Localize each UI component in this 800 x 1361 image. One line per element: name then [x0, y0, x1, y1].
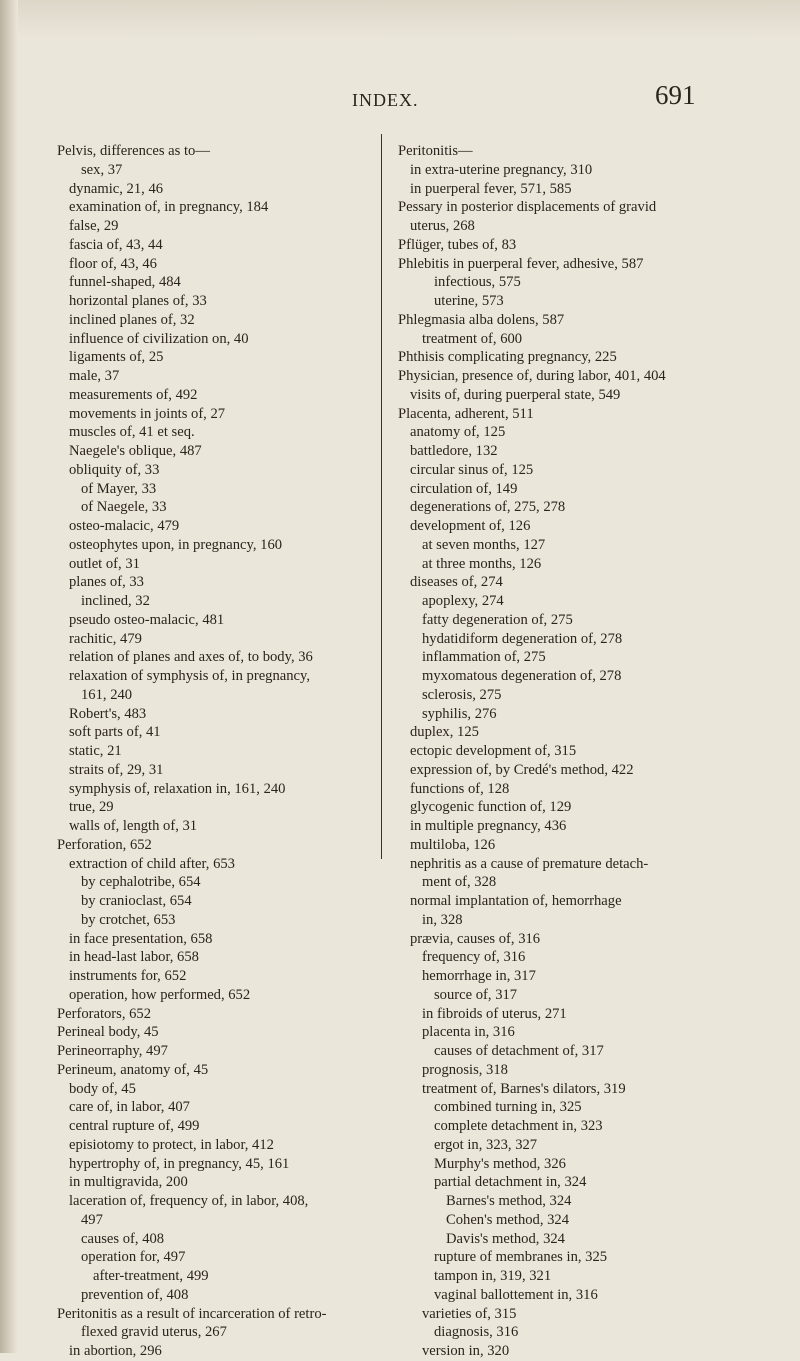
index-entry: source of, 317: [434, 986, 518, 1003]
index-entry: influence of civilization on, 40: [69, 330, 249, 347]
index-entry: Peritonitis—: [398, 143, 473, 159]
index-entry: development of, 126: [410, 518, 531, 534]
index-entry: false, 29: [69, 218, 119, 234]
index-entry: body of, 45: [69, 1080, 136, 1097]
index-entry: Phlegmasia alba dolens, 587: [398, 311, 565, 328]
index-entry: relaxation of symphysis of, in pregnancy,: [69, 668, 311, 684]
index-entry: central rupture of, 499: [69, 1118, 200, 1134]
index-entry: ment of, 328: [422, 874, 497, 891]
index-entry: dynamic, 21, 46: [69, 180, 164, 197]
index-entry: 497: [81, 1211, 103, 1228]
index-entry: straits of, 29, 31: [69, 761, 164, 778]
index-entry: normal implantation of, hemorrhage: [410, 893, 622, 909]
index-entry: Pflüger, tubes of, 83: [398, 236, 517, 253]
index-entry: glycogenic function of, 129: [410, 799, 572, 816]
index-entry: after-treatment, 499: [93, 1268, 209, 1284]
index-entry: at three months, 126: [422, 555, 542, 572]
index-entry: Placenta, adherent, 511: [398, 405, 534, 422]
index-entry: Cohen's method, 324: [446, 1211, 570, 1228]
index-entry: operation, how performed, 652: [69, 986, 251, 1003]
index-column-left: [57, 142, 372, 1361]
index-entry: degenerations of, 275, 278: [410, 499, 566, 516]
index-entry: Peritonitis as a result of incarceration of retro-: [57, 1305, 327, 1322]
index-entry: treatment of, Barnes's dilators, 319: [422, 1080, 626, 1097]
index-entry: uterine, 573: [434, 293, 504, 309]
index-entry: fascia of, 43, 44: [69, 236, 163, 253]
index-entry: horizontal planes of, 33: [69, 293, 207, 309]
index-entry: instruments for, 652: [69, 968, 187, 984]
index-entry: examination of, in pregnancy, 184: [69, 199, 269, 216]
index-entry: apoplexy, 274: [422, 593, 504, 609]
index-entry: hydatidiform degeneration of, 278: [422, 630, 623, 647]
index-entry: walls of, length of, 31: [69, 818, 198, 834]
index-entry: by cephalotribe, 654: [81, 874, 201, 891]
index-entry: duplex, 125: [410, 724, 479, 741]
index-entry: in head-last labor, 658: [69, 949, 199, 966]
column-divider: [381, 134, 382, 859]
index-entry: symphysis of, relaxation in, 161, 240: [69, 780, 286, 797]
index-entry: placenta in, 316: [422, 1024, 515, 1041]
index-entry: pseudo osteo-malacic, 481: [69, 611, 225, 628]
page-gutter-shadow: [0, 0, 18, 1353]
index-entry: in, 328: [422, 911, 463, 928]
index-entry: causes of detachment of, 317: [434, 1043, 604, 1059]
index-entry: multiloba, 126: [410, 836, 496, 853]
index-entry: Perineorraphy, 497: [57, 1043, 168, 1059]
index-entry: planes of, 33: [69, 574, 144, 591]
index-entry: care of, in labor, 407: [69, 1099, 190, 1116]
index-entry: Pelvis, differences as to—: [57, 143, 210, 159]
index-entry: by crotchet, 653: [81, 911, 176, 928]
index-entry: causes of, 408: [81, 1230, 165, 1247]
index-entry: prevention of, 408: [81, 1286, 189, 1303]
index-entry: prævia, causes of, 316: [410, 930, 541, 947]
index-entry: male, 37: [69, 368, 120, 384]
index-entry: ergot in, 323, 327: [434, 1136, 538, 1153]
index-entry: syphilis, 276: [422, 705, 497, 722]
index-entry: measurements of, 492: [69, 386, 198, 403]
index-entry: expression of, by Credé's method, 422: [410, 761, 634, 778]
index-entry: in face presentation, 658: [69, 930, 213, 947]
index-entry: Naegele's oblique, 487: [69, 443, 202, 459]
page-number: 691: [655, 80, 696, 110]
index-entry: 161, 240: [81, 686, 133, 703]
index-entry: floor of, 43, 46: [69, 255, 157, 272]
index-entry: episiotomy to protect, in labor, 412: [69, 1136, 274, 1153]
index-entry: circular sinus of, 125: [410, 461, 534, 478]
index-entry: in puerperal fever, 571, 585: [410, 180, 572, 197]
index-entry: version in, 320: [422, 1343, 510, 1359]
index-entry: battledore, 132: [410, 443, 498, 459]
index-entry: Murphy's method, 326: [434, 1155, 566, 1172]
index-entry: prognosis, 318: [422, 1061, 508, 1078]
index-entry: muscles of, 41 et seq.: [69, 424, 195, 441]
index-entry: rupture of membranes in, 325: [434, 1249, 608, 1266]
index-entry: myxomatous degeneration of, 278: [422, 668, 622, 684]
index-entry: Perforation, 652: [57, 836, 152, 853]
index-entry: in fibroids of uterus, 271: [422, 1005, 567, 1022]
index-entry: ectopic development of, 315: [410, 743, 577, 759]
index-entry: uterus, 268: [410, 218, 475, 234]
index-entry: obliquity of, 33: [69, 461, 160, 478]
index-entry: treatment of, 600: [422, 330, 523, 347]
page-header: [0, 80, 800, 120]
index-entry: funnel-shaped, 484: [69, 274, 181, 291]
index-entry: Perforators, 652: [57, 1005, 152, 1022]
index-column-right: [398, 142, 728, 1361]
index-entry: by cranioclast, 654: [81, 893, 192, 909]
index-entry: operation for, 497: [81, 1249, 186, 1266]
index-entry: diseases of, 274: [410, 574, 503, 591]
index-entry: soft parts of, 41: [69, 724, 161, 741]
index-entry: tampon in, 319, 321: [434, 1268, 552, 1284]
index-entry: diagnosis, 316: [434, 1324, 519, 1341]
index-entry: inflammation of, 275: [422, 649, 546, 666]
index-entry: laceration of, frequency of, in labor, 408,: [69, 1193, 309, 1209]
index-entry: infectious, 575: [434, 274, 521, 291]
index-entry: partial detachment in, 324: [434, 1174, 587, 1191]
index-entry: hypertrophy of, in pregnancy, 45, 161: [69, 1155, 290, 1172]
index-entry: Davis's method, 324: [446, 1230, 565, 1247]
index-entry: Physician, presence of, during labor, 401, 404: [398, 368, 666, 384]
index-entry: in abortion, 296: [69, 1343, 162, 1359]
running-head: INDEX.: [352, 90, 419, 110]
index-entry: of Mayer, 33: [81, 480, 157, 497]
index-entry: hemorrhage in, 317: [422, 968, 536, 984]
index-entry: vaginal ballottement in, 316: [434, 1286, 598, 1303]
index-entry: frequency of, 316: [422, 949, 526, 966]
index-entry: Perineal body, 45: [57, 1024, 159, 1041]
index-entry: flexed gravid uterus, 267: [81, 1324, 227, 1341]
index-entry: ligaments of, 25: [69, 349, 164, 366]
index-entry: anatomy of, 125: [410, 424, 506, 441]
index-entry: Phthisis complicating pregnancy, 225: [398, 349, 617, 366]
index-entry: in extra-uterine pregnancy, 310: [410, 161, 593, 178]
index-entry: fatty degeneration of, 275: [422, 611, 573, 628]
index-entry: in multiple pregnancy, 436: [410, 818, 567, 834]
index-entry: sex, 37: [81, 161, 123, 178]
index-entry: rachitic, 479: [69, 630, 142, 647]
index-entry: of Naegele, 33: [81, 499, 167, 516]
index-entry: extraction of child after, 653: [69, 855, 235, 872]
index-entry: movements in joints of, 27: [69, 405, 226, 422]
index-entry: complete detachment in, 323: [434, 1118, 603, 1134]
index-entry: inclined, 32: [81, 593, 150, 609]
index-entry: Phlebitis in puerperal fever, adhesive, 587: [398, 255, 644, 272]
index-entry: inclined planes of, 32: [69, 311, 195, 328]
index-entry: Pessary in posterior displacements of gravid: [398, 199, 657, 216]
page-top-shadow: [0, 0, 800, 40]
index-entry: osteo-malacic, 479: [69, 518, 180, 534]
index-entry: varieties of, 315: [422, 1305, 517, 1322]
index-entry: Perineum, anatomy of, 45: [57, 1061, 209, 1078]
index-entry: nephritis as a cause of premature detach-: [410, 855, 649, 872]
index-entry: visits of, during puerperal state, 549: [410, 386, 621, 403]
index-entry: static, 21: [69, 743, 122, 759]
index-entry: Barnes's method, 324: [446, 1193, 572, 1209]
index-entry: circulation of, 149: [410, 480, 518, 497]
index-entry: outlet of, 31: [69, 555, 140, 572]
index-entry: osteophytes upon, in pregnancy, 160: [69, 536, 283, 553]
index-entry: combined turning in, 325: [434, 1099, 582, 1116]
index-entry: in multigravida, 200: [69, 1174, 188, 1191]
index-entry: functions of, 128: [410, 780, 510, 797]
index-entry: true, 29: [69, 799, 114, 816]
index-entry: sclerosis, 275: [422, 686, 502, 703]
index-entry: at seven months, 127: [422, 536, 546, 553]
index-entry: Robert's, 483: [69, 705, 147, 722]
index-entry: relation of planes and axes of, to body, 36: [69, 649, 313, 666]
